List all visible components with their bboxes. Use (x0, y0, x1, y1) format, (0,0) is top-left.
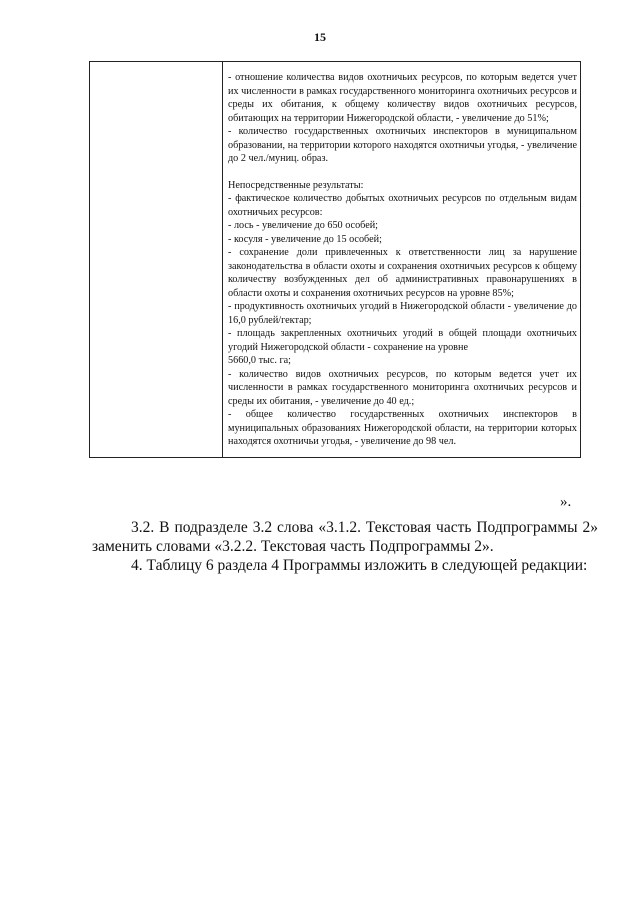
result-roe-deer: - косуля - увеличение до 15 особей; (228, 233, 382, 245)
result-assigned-area-value: 5660,0 тыс. га; (228, 355, 292, 366)
result-monitored-species: - количество видов охотничьих ресурсов, по которым ведется учет их численности в рамках государственного мониторинга охотничьих ресурсов и среды их обитания, - увеличение до 40 ед.; (228, 368, 577, 407)
paragraph-4: 4. Таблицу 6 раздела 4 Программы изложить в следующей редакции: (131, 557, 588, 574)
paragraph-gap (228, 166, 577, 179)
paragraph-3-2: 3.2. В подразделе 3.2 слова «3.1.2. Текстовая часть Подпрограммы 2» заменить словами «3.2.2. Текстовая часть Подпрограммы 2». (92, 519, 598, 555)
result-liability-share: - сохранение доли привлеченных к ответственности лиц за нарушение законодательства в области охоты и сохранения охотничьих ресурсов к общему количеству возбужденных дел об административных правонарушениях в области охоты и сохранения охотничьих ресурсов на уровне 85%; (228, 247, 577, 299)
table-cell-label (90, 62, 223, 458)
result-total-inspectors: - общее количество государственных охотничьих инспекторов в муниципальных образованиях Нижегородской области, на территории которых находятся охотничьи угодья, - увеличение до 98 чел. (228, 409, 577, 447)
result-moose: - лось - увеличение до 650 особей; (228, 220, 379, 231)
table-cell-content (223, 62, 581, 458)
result-harvest-by-species: - фактическое количество добытых охотничьих ресурсов по отдельным видам охотничьих ресурсов: (228, 193, 577, 218)
table-row (90, 62, 581, 458)
result-assigned-area: - площадь закрепленных охотничьих угодий в общей площади охотничьих угодий Нижегородской области - сохранение на уровне (228, 328, 577, 353)
page-number: 15 (314, 30, 326, 44)
program-results-table (89, 61, 581, 458)
result-hunting-productivity: - продуктивность охотничьих угодий в Нижегородской области - увеличение до 16,0 рублей/гектар; (228, 301, 577, 326)
closing-quote: ». (560, 494, 572, 510)
indicator-inspectors-per-municipality: - количество государственных охотничьих инспекторов в муниципальном образовании, на территории которого находятся охотничьи угодья, - увеличение до 2 чел./муниц. образ. (228, 126, 577, 164)
direct-results-heading: Непосредственные результаты: (228, 179, 364, 191)
indicator-species-ratio: - отношение количества видов охотничьих ресурсов, по которым ведется учет их численности в рамках государственного мониторинга охотничьих ресурсов и среды их обитания, к общему количеству видов охотничьих ресурсов, обитающих на территории Нижегородской области, - увеличение до 51%; (228, 72, 577, 124)
